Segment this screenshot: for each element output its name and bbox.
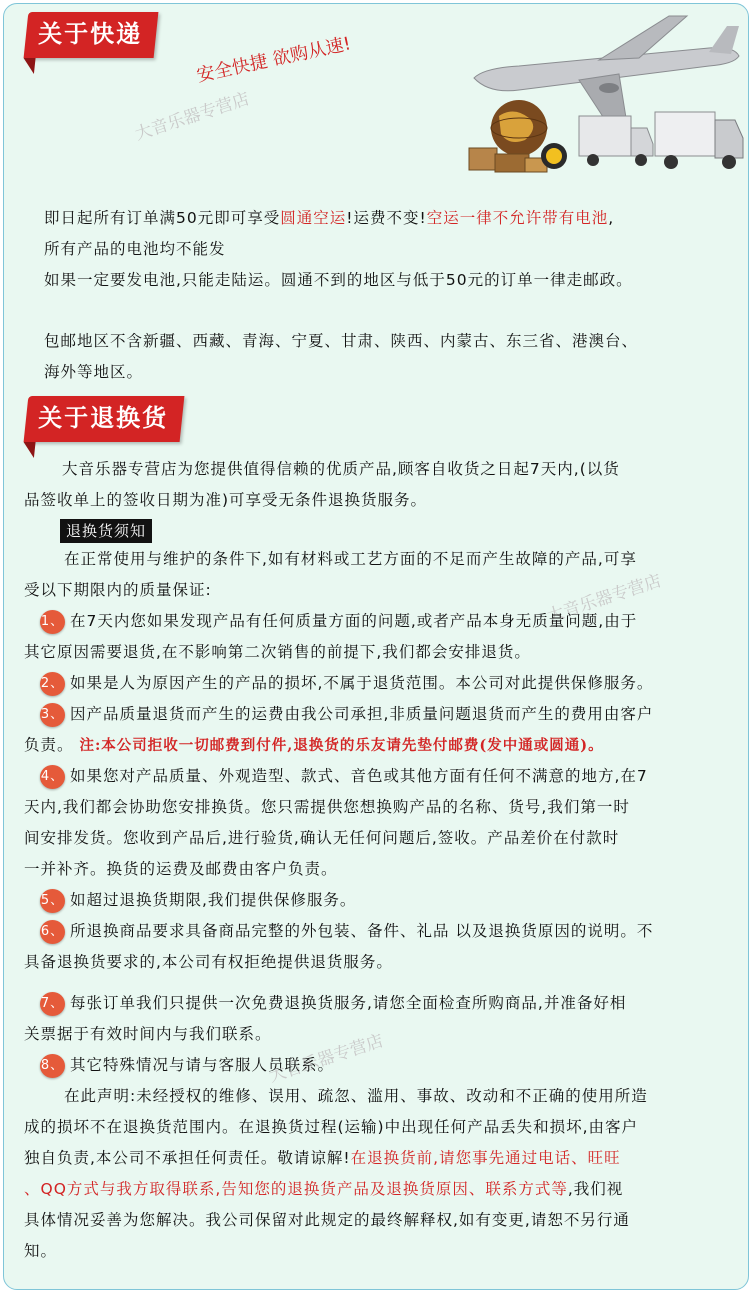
express-line-5: 海外等地区。 bbox=[44, 363, 144, 381]
watermark: 大音乐器专营店 bbox=[266, 1030, 386, 1087]
declaration-text: 独自负责,本公司不承担任何责任。敬请谅解! bbox=[24, 1149, 351, 1167]
declaration-line-4 bbox=[24, 1174, 736, 1205]
declaration-line-2: 成的损坏不在退换货范围内。在退换货过程(运输)中出现任何产品丢失和损坏,由客户 bbox=[24, 1118, 639, 1136]
list-item-continued: 关票据于有效时间内与我们联系。 bbox=[24, 1025, 272, 1043]
battery-warning: 空运一律不允许带有电池 bbox=[426, 209, 609, 227]
notice-label: 退换货须知 bbox=[60, 519, 152, 543]
list-item-continued: 一并补齐。换货的运费及邮费由客户负责。 bbox=[24, 860, 338, 878]
item-text: 如果您对产品质量、外观造型、款式、音色或其他方面有任何不满意的地方,在7 bbox=[70, 767, 648, 785]
list-item-continued: 间安排发货。您收到产品后,进行验货,确认无任何问题后,签收。产品差价在付款时 bbox=[24, 829, 620, 847]
return-intro-2: 品签收单上的签收日期为准)可享受无条件退换货服务。 bbox=[24, 491, 428, 509]
list-item bbox=[40, 668, 736, 699]
item-text: 其它特殊情况与请与客服人员联系。 bbox=[70, 1056, 335, 1074]
return-intro-1: 大音乐器专营店为您提供值得信赖的优质产品,顾客自收货之日起7天内,(以货 bbox=[62, 460, 620, 478]
condition-line-1: 在正常使用与维护的条件下,如有材料或工艺方面的不足而产生故障的产品,可享 bbox=[64, 550, 637, 568]
return-header: 关于退换货 bbox=[24, 396, 185, 442]
express-line-3: 如果一定要发电池,只能走陆运。圆通不到的地区与低于50元的订单一律走邮政。 bbox=[44, 271, 633, 289]
contact-highlight: 在退换货前,请您事先通过电话、旺旺 bbox=[350, 1149, 621, 1167]
number-badge: 4、 bbox=[40, 765, 65, 789]
list-item bbox=[40, 606, 736, 637]
notice-row bbox=[60, 518, 736, 544]
slogan: 安全快捷 欲购从速! bbox=[194, 33, 353, 87]
postage-note: 注:本公司拒收一切邮费到付件,退换货的乐友请先垫付邮费(发中通或圆通)。 bbox=[79, 737, 604, 754]
item-text: 负责。 bbox=[24, 736, 74, 754]
express-section bbox=[44, 203, 734, 388]
list-item bbox=[40, 699, 736, 730]
item-text: 在7天内您如果发现产品有任何质量方面的问题,或者产品本身无质量问题,由于 bbox=[70, 612, 638, 630]
express-highlight: 圆通空运 bbox=[280, 209, 347, 227]
page bbox=[3, 3, 749, 1290]
express-line-1 bbox=[44, 203, 734, 234]
contact-highlight: 、QQ方式与我方取得联系,告知您的退换货产品及退换货原因、联系方式等 bbox=[24, 1180, 568, 1198]
number-badge: 8、 bbox=[40, 1054, 65, 1078]
item-text: 如超过退换货期限,我们提供保修服务。 bbox=[70, 891, 357, 909]
declaration-line-5: 具体情况妥善为您解决。我公司保留对此规定的最终解释权,如有变更,请恕不另行通 bbox=[24, 1211, 630, 1229]
declaration-line-6: 知。 bbox=[24, 1242, 58, 1260]
shipping-illustration bbox=[459, 8, 749, 183]
declaration-line-3 bbox=[24, 1143, 736, 1174]
condition-line-2: 受以下期限内的质量保证: bbox=[24, 581, 212, 599]
declaration-line-1: 在此声明:未经授权的维修、误用、疏忽、滥用、事故、改动和不正确的使用所造 bbox=[64, 1087, 648, 1105]
item-text: 每张订单我们只提供一次免费退换货服务,请您全面检查所购商品,并准备好相 bbox=[70, 994, 627, 1012]
number-badge: 1、 bbox=[40, 610, 65, 634]
globe-icon bbox=[491, 100, 547, 156]
list-item bbox=[40, 761, 736, 792]
list-item-continued: 具备退换货要求的,本公司有权拒绝提供退货服务。 bbox=[24, 953, 393, 971]
express-text: 即日起所有订单满50元即可享受 bbox=[44, 209, 281, 227]
watermark: 大音乐器专营店 bbox=[132, 88, 252, 145]
declaration-text: ,我们视 bbox=[567, 1180, 624, 1198]
express-text: , bbox=[608, 209, 615, 227]
item-text: 如果是人为原因产生的产品的损坏,不属于退货范围。本公司对此提供保修服务。 bbox=[70, 674, 654, 692]
list-item-continued: 天内,我们都会协助您安排换货。您只需提供您想换购产品的名称、货号,我们第一时 bbox=[24, 798, 630, 816]
item-text: 因产品质量退货而产生的运费由我公司承担,非质量问题退货而产生的费用由客户 bbox=[70, 705, 654, 723]
list-item bbox=[40, 1050, 736, 1081]
return-section bbox=[24, 454, 736, 1267]
list-item-continued: 其它原因需要退货,在不影响第二次销售的前提下,我们都会安排退货。 bbox=[24, 643, 531, 661]
number-badge: 5、 bbox=[40, 889, 65, 913]
number-badge: 3、 bbox=[40, 703, 65, 727]
express-line-2: 所有产品的电池均不能发 bbox=[44, 240, 226, 258]
number-badge: 6、 bbox=[40, 920, 65, 944]
list-item bbox=[40, 916, 736, 947]
number-badge: 2、 bbox=[40, 672, 65, 696]
express-text: !运费不变! bbox=[346, 209, 427, 227]
express-line-4: 包邮地区不含新疆、西藏、青海、宁夏、甘肃、陕西、内蒙古、东三省、港澳台、 bbox=[44, 332, 639, 350]
list-item bbox=[40, 885, 736, 916]
truck-icon bbox=[579, 112, 743, 169]
number-badge: 7、 bbox=[40, 992, 65, 1016]
list-item bbox=[40, 988, 736, 1019]
watermark: 大音乐器专营店 bbox=[544, 570, 664, 627]
list-item-continued bbox=[24, 730, 736, 761]
item-text: 所退换商品要求具备商品完整的外包装、备件、礼品 以及退换货原因的说明。不 bbox=[70, 922, 654, 940]
express-header: 关于快递 bbox=[24, 12, 159, 58]
